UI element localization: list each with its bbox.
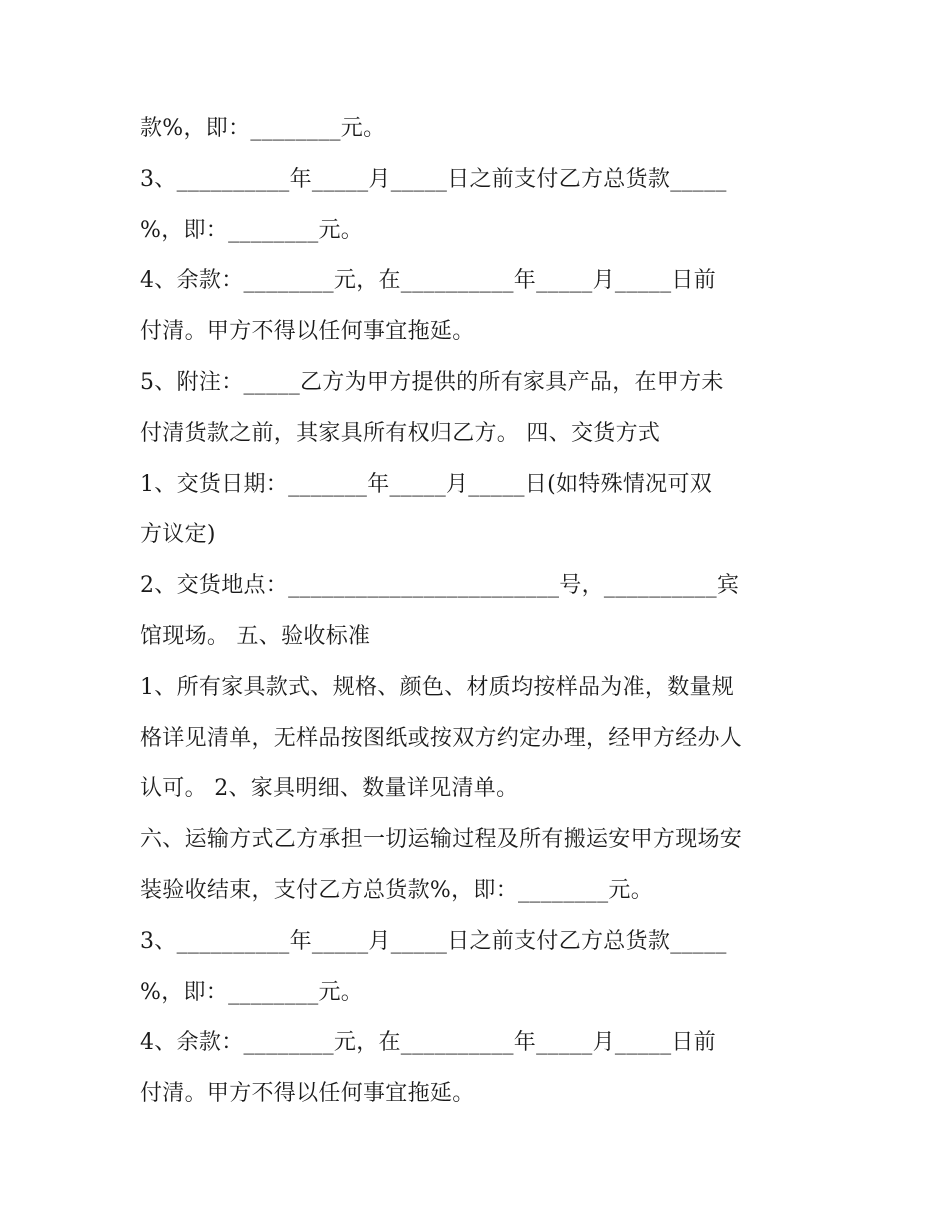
text-line-15: 六、运输方式乙方承担一切运输过程及所有搬运安甲方现场安 (140, 827, 743, 853)
text-line-11: 馆现场。 五、验收标准 (140, 623, 371, 649)
text-line-5: 付清。甲方不得以任何事宜拖延。 (140, 319, 475, 345)
text-line-10: 2、交货地点：________________________号，__________宾 (140, 573, 740, 599)
text-line-12: 1、所有家具款式、规格、颜色、材质均按样品为准，数量规 (140, 674, 735, 700)
text-line-4: 4、余款：________元，在__________年_____月_____日前 (140, 268, 716, 294)
text-line-7: 付清货款之前，其家具所有权归乙方。 四、交货方式 (140, 420, 661, 446)
text-line-8: 1、交货日期：_______年_____月_____日(如特殊情况可双 (140, 471, 713, 497)
text-line-13: 格详见清单，无样品按图纸或按双方约定办理，经甲方经办人 (140, 725, 743, 751)
text-line-14: 认可。 2、家具明细、数量详见清单。 (140, 776, 519, 802)
text-line-6: 5、附注：_____乙方为甲方提供的所有家具产品，在甲方未 (140, 369, 724, 395)
text-line-18: %，即：________元。 (140, 979, 364, 1005)
text-line-1: 款%，即：________元。 (140, 116, 386, 141)
text-line-16: 装验收结束，支付乙方总货款%，即：________元。 (140, 877, 654, 903)
text-line-3: %，即：________元。 (140, 217, 364, 243)
text-line-9: 方议定) (140, 522, 216, 548)
text-line-19: 4、余款：________元，在__________年_____月_____日前 (140, 1030, 716, 1056)
text-line-20: 付清。甲方不得以任何事宜拖延。 (140, 1081, 475, 1107)
text-line-17: 3、__________年_____月_____日之前支付乙方总货款_____ (140, 928, 727, 954)
text-line-2: 3、__________年_____月_____日之前支付乙方总货款_____ (140, 166, 727, 192)
contract-body (140, 104, 820, 1120)
